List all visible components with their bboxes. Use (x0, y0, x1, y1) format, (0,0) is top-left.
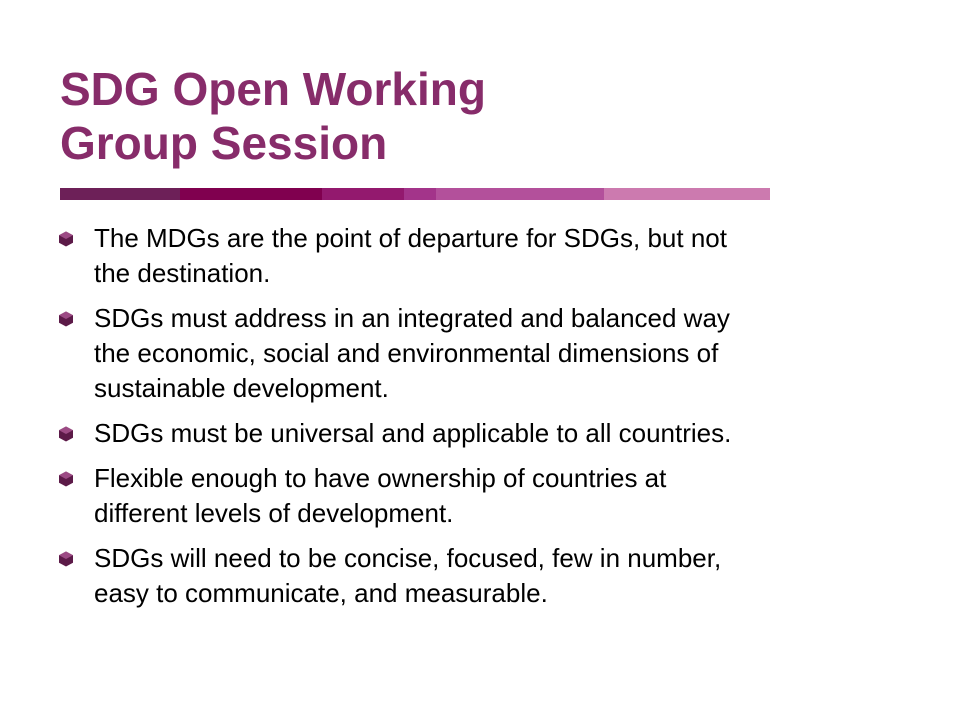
divider-segment (436, 188, 604, 200)
divider-segment (604, 188, 770, 200)
bullet-text (94, 543, 721, 608)
bullet-text (94, 223, 727, 288)
bullet-list (58, 221, 888, 621)
bullet-text (94, 463, 666, 528)
slide-title-line-1: SDG Open Working (60, 63, 486, 115)
hexagon-bullet-icon (58, 471, 74, 487)
bullet-text (94, 303, 730, 403)
divider-segment (322, 188, 404, 200)
slide-title (60, 62, 900, 170)
divider-segment (180, 188, 322, 200)
bullet-line: different levels of development. (94, 498, 454, 528)
divider-segment (404, 188, 436, 200)
bullet-item (58, 301, 888, 406)
bullet-item (58, 221, 888, 291)
hexagon-bullet-icon (58, 426, 74, 442)
bullet-line: The MDGs are the point of departure for SDGs, but not (94, 223, 727, 253)
bullet-item (58, 541, 888, 611)
bullet-line: sustainable development. (94, 373, 389, 403)
bullet-line: SDGs will need to be concise, focused, few in number, (94, 543, 722, 573)
hexagon-bullet-icon (58, 231, 74, 247)
slide-title-line-2: Group Session (60, 117, 388, 169)
divider-segment (60, 188, 180, 200)
title-divider (60, 188, 770, 200)
bullet-line: Flexible enough to have ownership of countries at (94, 463, 667, 493)
bullet-line: SDGs must address in an integrated and balanced way (94, 303, 730, 333)
bullet-item (58, 461, 888, 531)
bullet-line: easy to communicate, and measurable. (94, 578, 548, 608)
bullet-line: the destination. (94, 258, 271, 288)
bullet-line: the economic, social and environmental dimensions of (94, 338, 719, 368)
hexagon-bullet-icon (58, 551, 74, 567)
bullet-item (58, 416, 888, 451)
hexagon-bullet-icon (58, 311, 74, 327)
bullet-text (94, 418, 731, 448)
bullet-line: SDGs must be universal and applicable to all countries. (94, 418, 732, 448)
